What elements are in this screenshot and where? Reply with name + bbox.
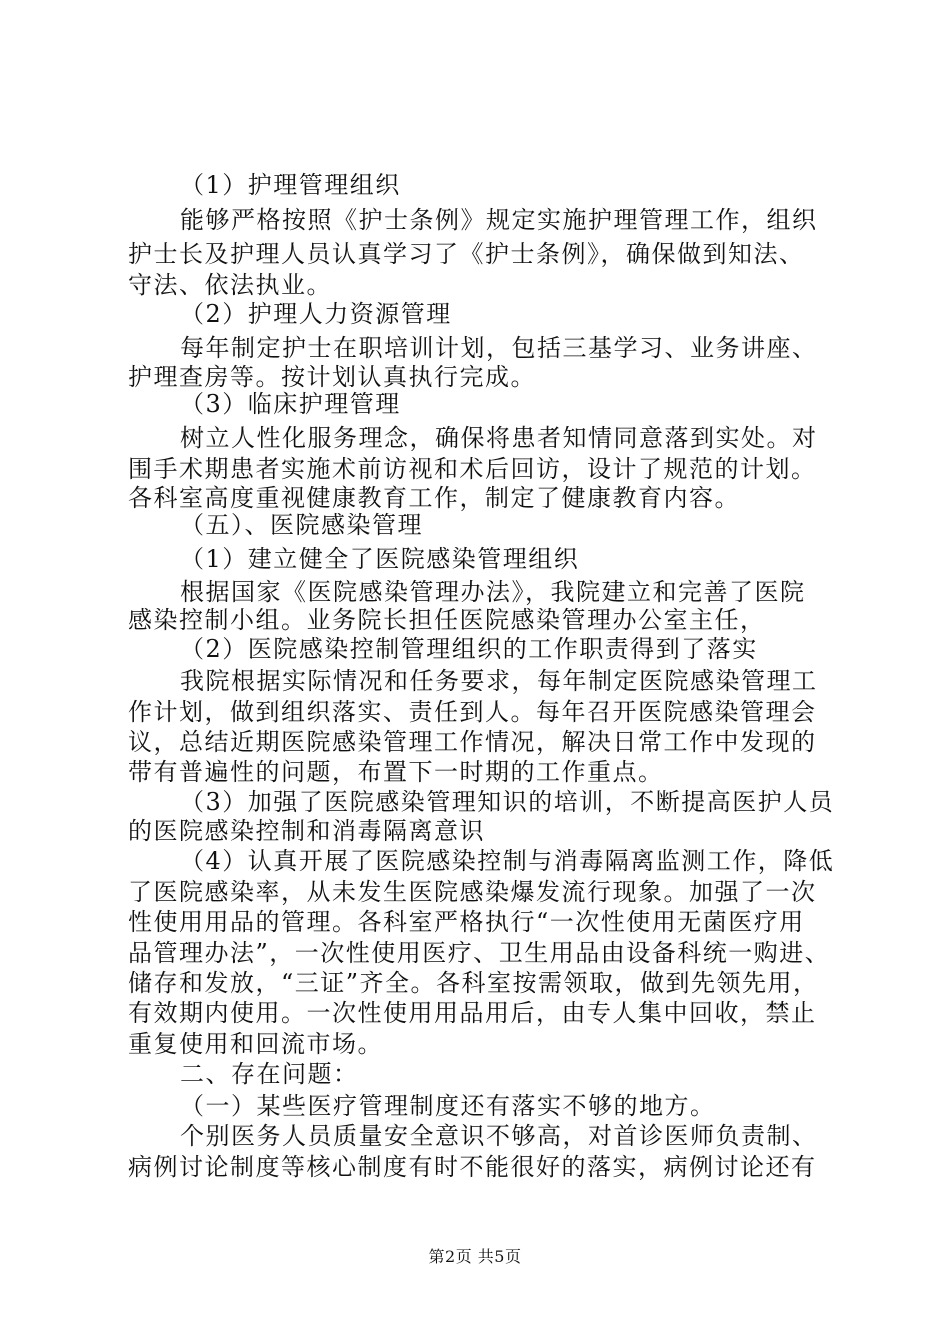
paragraph-line: 能够严格按照《护士条例》规定实施护理管理工作，组织 [180,206,818,234]
paragraph-line: 树立人性化服务理念，确保将患者知情同意落到实处。对 [180,424,818,452]
paragraph-line: 带有普遍性的问题，布置下一时期的工作重点。 [128,758,664,786]
paragraph-line: （1）建立健全了医院感染管理组织 [180,545,580,573]
paragraph-line: 各科室高度重视健康教育工作，制定了健康教育内容。 [128,484,740,512]
page-number-footer: 第2页 共5页 [428,1247,522,1266]
paragraph-line: （1）护理管理组织 [180,171,401,199]
paragraph-line: 了医院感染率，从未发生医院感染爆发流行现象。加强了一次 [128,878,817,906]
paragraph-line: 病例讨论制度等核心制度有时不能很好的落实，病例讨论还有 [128,1153,817,1181]
paragraph-line: 根据国家《医院感染管理办法》，我院建立和完善了医院 [180,578,806,606]
paragraph-line: 议，总结近期医院感染管理工作情况，解决日常工作中发现的 [128,728,817,756]
paragraph-line: 我院根据实际情况和任务要求，每年制定医院感染管理工 [180,667,818,695]
section-heading: 二、存在问题： [180,1060,359,1088]
paragraph-line: （4）认真开展了医院感染控制与消毒隔离监测工作，降低 [180,847,835,875]
paragraph-line: 品管理办法”，一次性使用医疗、卫生用品由设备科统一购进、 [128,939,831,967]
paragraph-line: （3）临床护理管理 [180,390,401,418]
paragraph-line: （2）护理人力资源管理 [180,300,452,328]
paragraph-line: （五）、医院感染管理 [180,511,423,539]
paragraph-line: 储存和发放，“三证”齐全。各科室按需领取，做到先领先用， [128,969,819,997]
paragraph-line: （2）医院感染控制管理组织的工作职责得到了落实 [180,635,758,663]
paragraph-line: 性使用用品的管理。各科室严格执行“一次性使用无菌医疗用 [128,908,805,936]
paragraph-line: （3）加强了医院感染管理知识的培训，不断提高医护人员 [180,788,835,816]
paragraph-line: （一）某些医疗管理制度还有落实不够的地方。 [180,1092,716,1120]
paragraph-line: 护士长及护理人员认真学习了《护士条例》，确保做到知法、 [128,240,805,268]
paragraph-line: 有效期内使用。一次性使用用品用后，由专人集中回收，禁止 [128,999,817,1027]
paragraph-line: 个别医务人员质量安全意识不够高，对首诊医师负责制、 [180,1122,818,1150]
paragraph-line: 守法、依法执业。 [128,271,332,299]
paragraph-line: 护理查房等。按计划认真执行完成。 [128,363,536,391]
paragraph-line: 感染控制小组。业务院长担任医院感染管理办公室主任， [128,606,766,634]
paragraph-line: 重复使用和回流市场。 [128,1030,383,1058]
paragraph-line: 作计划，做到组织落实、责任到人。每年召开医院感染管理会 [128,698,817,726]
paragraph-line: 的医院感染控制和消毒隔离意识 [128,817,485,845]
paragraph-line: 每年制定护士在职培训计划，包括三基学习、业务讲座、 [180,334,818,362]
paragraph-line: 围手术期患者实施术前访视和术后回访，设计了规范的计划。 [128,455,817,483]
